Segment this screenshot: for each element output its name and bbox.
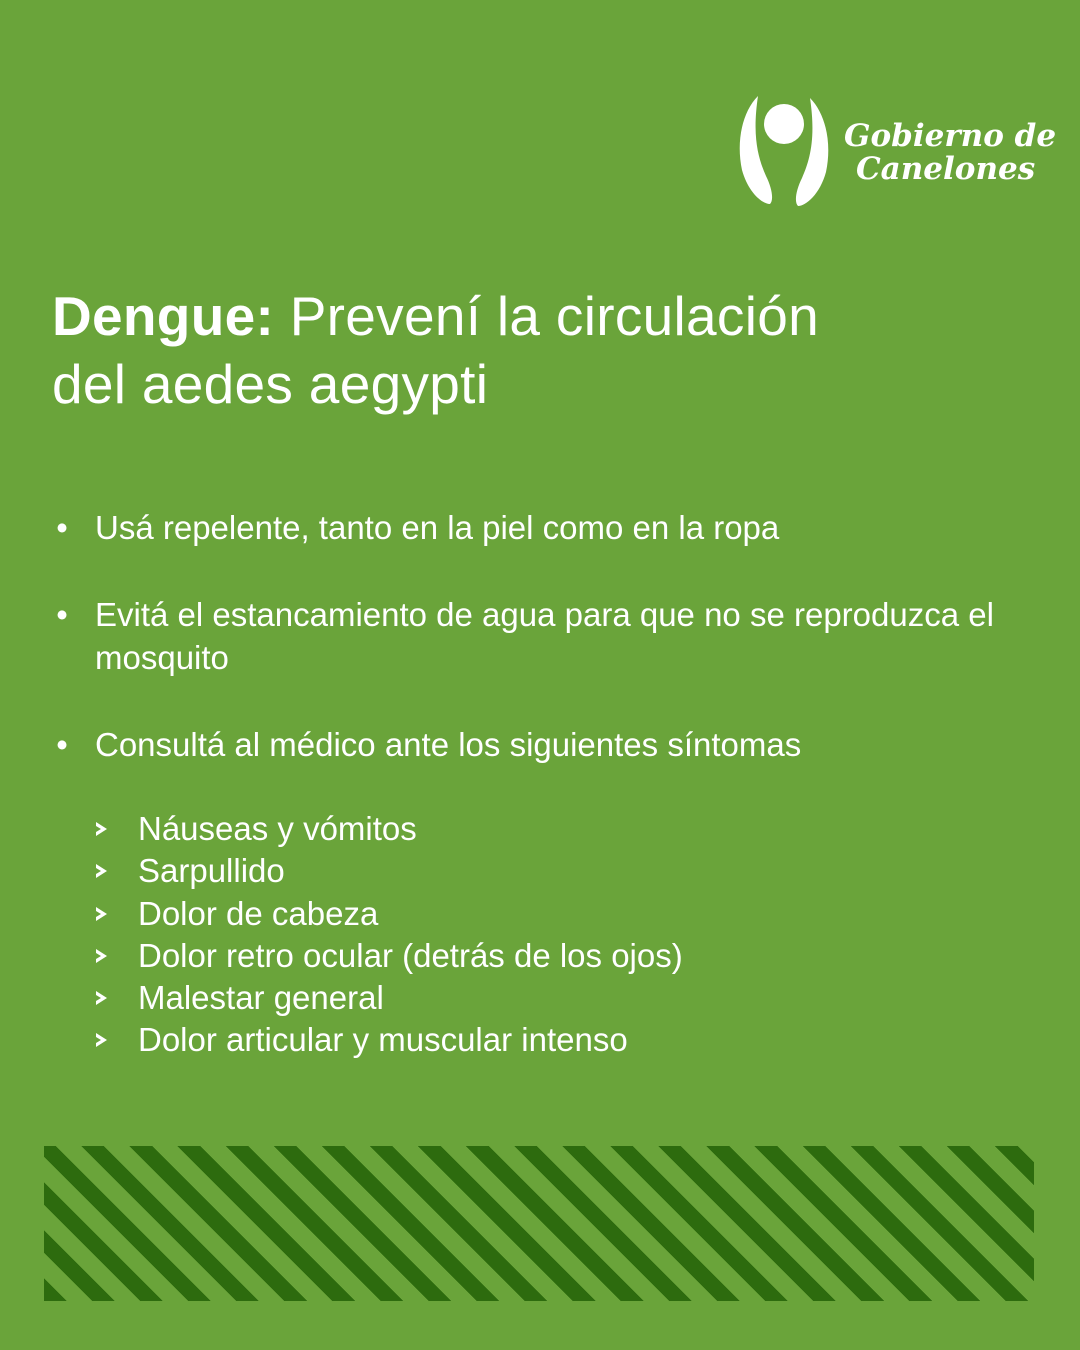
symptom-item bbox=[94, 808, 683, 850]
chevron-right-icon bbox=[94, 820, 110, 838]
symptom-text: Sarpullido bbox=[138, 852, 285, 890]
title-line2: del aedes aegypti bbox=[52, 353, 489, 415]
chevron-right-icon bbox=[94, 905, 110, 923]
title-strong: Dengue: bbox=[52, 285, 275, 347]
chevron-right-icon bbox=[94, 947, 110, 965]
chevron-right-icon bbox=[94, 989, 110, 1007]
symptom-text: Dolor retro ocular (detrás de los ojos) bbox=[138, 936, 683, 974]
bullet-marker: • bbox=[56, 726, 68, 763]
advice-item bbox=[52, 593, 1042, 679]
symptom-list bbox=[94, 808, 683, 1062]
advice-item bbox=[52, 506, 1042, 549]
symptom-text: Dolor articular y muscular intenso bbox=[138, 1021, 628, 1059]
chevron-right-icon bbox=[94, 1031, 110, 1049]
symptom-item bbox=[94, 977, 683, 1019]
bullet-marker: • bbox=[56, 509, 68, 546]
symptom-item bbox=[94, 893, 683, 935]
symptom-text: Dolor de cabeza bbox=[138, 894, 379, 932]
advice-item bbox=[52, 723, 1042, 766]
symptom-item bbox=[94, 1019, 683, 1061]
brand-name-line2: Canelones bbox=[856, 151, 1036, 187]
decorative-stripes bbox=[44, 1146, 1034, 1301]
symptom-item bbox=[94, 935, 683, 977]
brand-name bbox=[844, 120, 1056, 186]
chevron-right-icon bbox=[94, 862, 110, 880]
advice-text: Usá repelente, tanto en la piel como en la ropa bbox=[95, 509, 780, 546]
advice-text: Evitá el estancamiento de agua para que no se reproduzca el mosquito bbox=[95, 596, 994, 676]
advice-list bbox=[52, 506, 1042, 766]
brand-name-line1: Gobierno de bbox=[844, 118, 1057, 154]
bullet-marker: • bbox=[56, 596, 68, 633]
symptom-text: Malestar general bbox=[138, 979, 384, 1017]
brand-logo bbox=[736, 92, 1057, 210]
symptom-text: Náuseas y vómitos bbox=[138, 810, 417, 847]
advice-text: Consultá al médico ante los siguientes síntomas bbox=[95, 726, 802, 763]
canelones-logo-icon bbox=[736, 92, 832, 208]
title-rest-line1: Prevení la circulación bbox=[274, 285, 820, 347]
symptom-item bbox=[94, 850, 683, 892]
page-title bbox=[52, 282, 1032, 418]
